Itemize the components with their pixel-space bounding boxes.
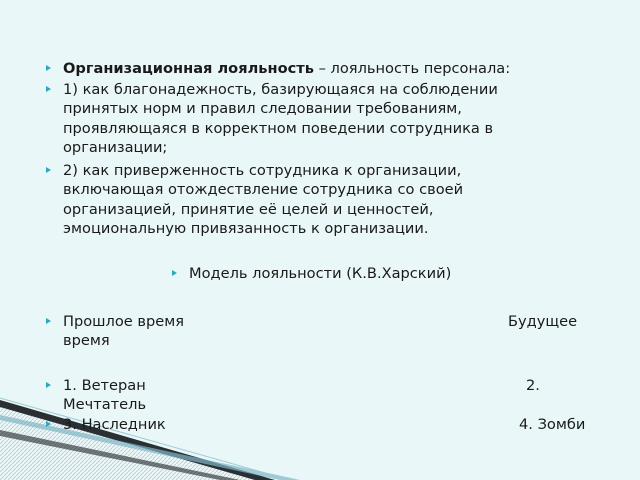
point1-line: проявляющаяся в корректном поведении сотрудника в: [63, 120, 494, 137]
bullet-icon: [172, 270, 177, 276]
time-right-label: Будущее: [508, 313, 578, 330]
point2-line: включающая отождествление сотрудника со своей: [63, 181, 464, 198]
bullet-icon: [46, 382, 51, 388]
point1-line: принятых норм и правил следовании требованиям,: [63, 100, 462, 117]
type-heir: 3. Наследник: [63, 416, 166, 433]
point2-line: эмоциональную привязанность к организации.: [63, 220, 429, 237]
bullet-icon: [46, 86, 51, 92]
type-zombie: 4. Зомби: [519, 416, 586, 433]
bullet-icon: [46, 65, 51, 71]
definition-line: [63, 59, 510, 78]
time-left-label: Прошлое время: [63, 313, 185, 330]
type-veteran: 1. Ветеран: [63, 377, 146, 394]
definition-rest: – лояльность персонала:: [313, 60, 511, 77]
time-right-continuation: время: [63, 332, 110, 349]
point2-line: 2) как приверженность сотрудника к организации,: [63, 162, 462, 179]
definition-term: Организационная лояльность: [63, 60, 314, 77]
point1-line: организации;: [63, 139, 168, 156]
type-dreamer: Мечтатель: [63, 396, 147, 413]
point2-line: организацией, принятие её целей и ценностей,: [63, 201, 434, 218]
bullet-icon: [46, 421, 51, 427]
bullet-icon: [46, 318, 51, 324]
model-title: Модель лояльности (К.В.Харский): [189, 265, 452, 282]
type-dreamer-number: 2.: [526, 377, 540, 394]
point1-line: 1) как благонадежность, базирующаяся на соблюдении: [63, 81, 498, 98]
bullet-icon: [46, 167, 51, 173]
